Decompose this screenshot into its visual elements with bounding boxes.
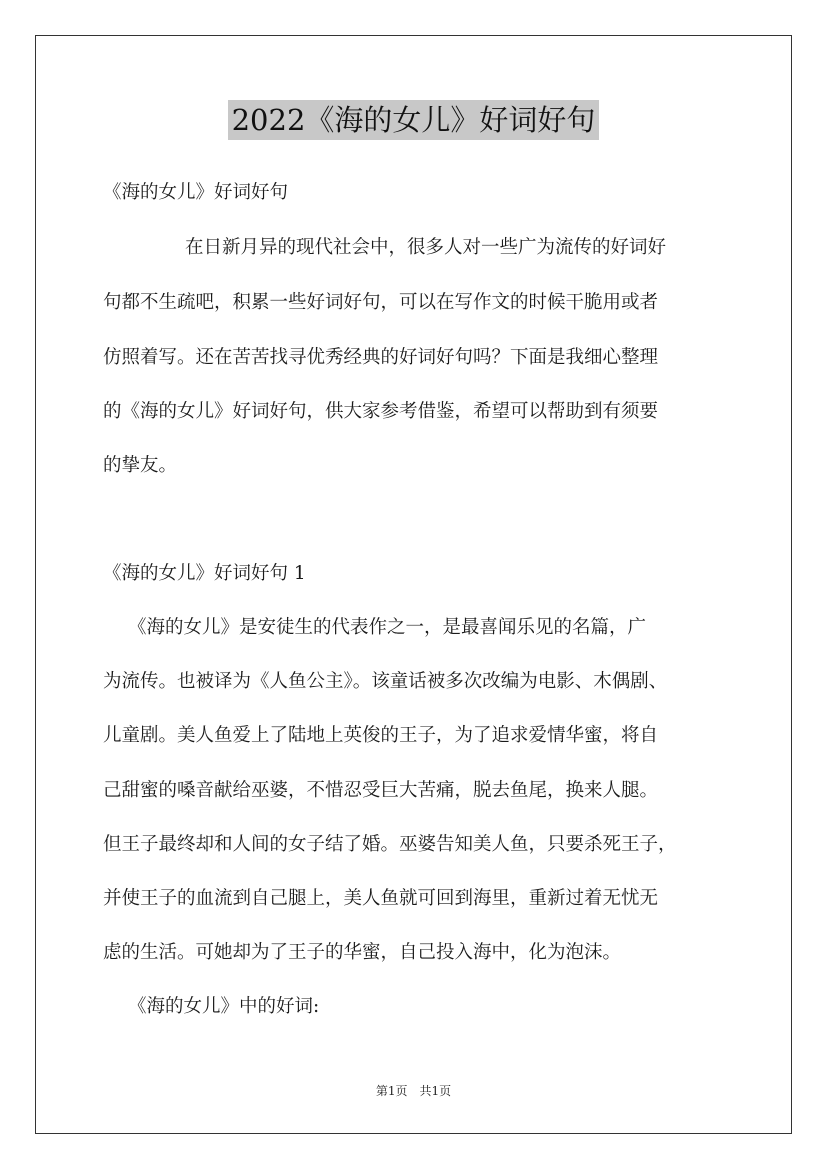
section-heading: 《海的女儿》好词好句 1: [103, 563, 306, 584]
intro-line-2: 句都不生疏吧，积累一些好词好句，可以在写作文的时候干脆用或者: [103, 292, 659, 313]
intro-line-3: 仿照着写。还在苦苦找寻优秀经典的好词好句吗？下面是我细心整理: [103, 347, 659, 368]
section-line-6: 并使王子的血流到自己腿上，美人鱼就可回到海里，重新过着无忧无: [103, 888, 659, 909]
page-number: 第1页 共1页: [375, 1084, 452, 1098]
words-heading: 《海的女儿》中的好词:: [128, 996, 320, 1017]
section-line-3: 儿童剧。美人鱼爱上了陆地上英俊的王子，为了追求爱情华蜜，将自: [103, 725, 659, 746]
section-line-7: 虑的生活。可她却为了王子的华蜜，自己投入海中，化为泡沫。: [103, 942, 622, 963]
intro-line-5: 的挚友。: [103, 455, 178, 476]
title-container: [0, 100, 827, 140]
section-line-4: 己甜蜜的嗓音献给巫婆，不惜忍受巨大苦痛，脱去鱼尾，换来人腿。: [103, 780, 659, 801]
section-line-2: 为流传。也被译为《人鱼公主》。该童话被多次改编为电影、木偶剧、: [103, 671, 668, 692]
document-title: 2022《海的女儿》好词好句: [228, 100, 600, 140]
section-line-5: 但王子最终却和人间的女子结了婚。巫婆告知美人鱼，只要杀死王子，: [103, 834, 677, 855]
subtitle: 《海的女儿》好词好句: [103, 182, 289, 203]
intro-line-4: 的《海的女儿》好词好句，供大家参考借鉴，希望可以帮助到有须要: [103, 401, 659, 422]
section-line-1: 《海的女儿》是安徒生的代表作之一，是最喜闻乐见的名篇，广: [128, 617, 647, 638]
intro-line-1: 在日新月异的现代社会中，很多人对一些广为流传的好词好: [185, 237, 667, 258]
